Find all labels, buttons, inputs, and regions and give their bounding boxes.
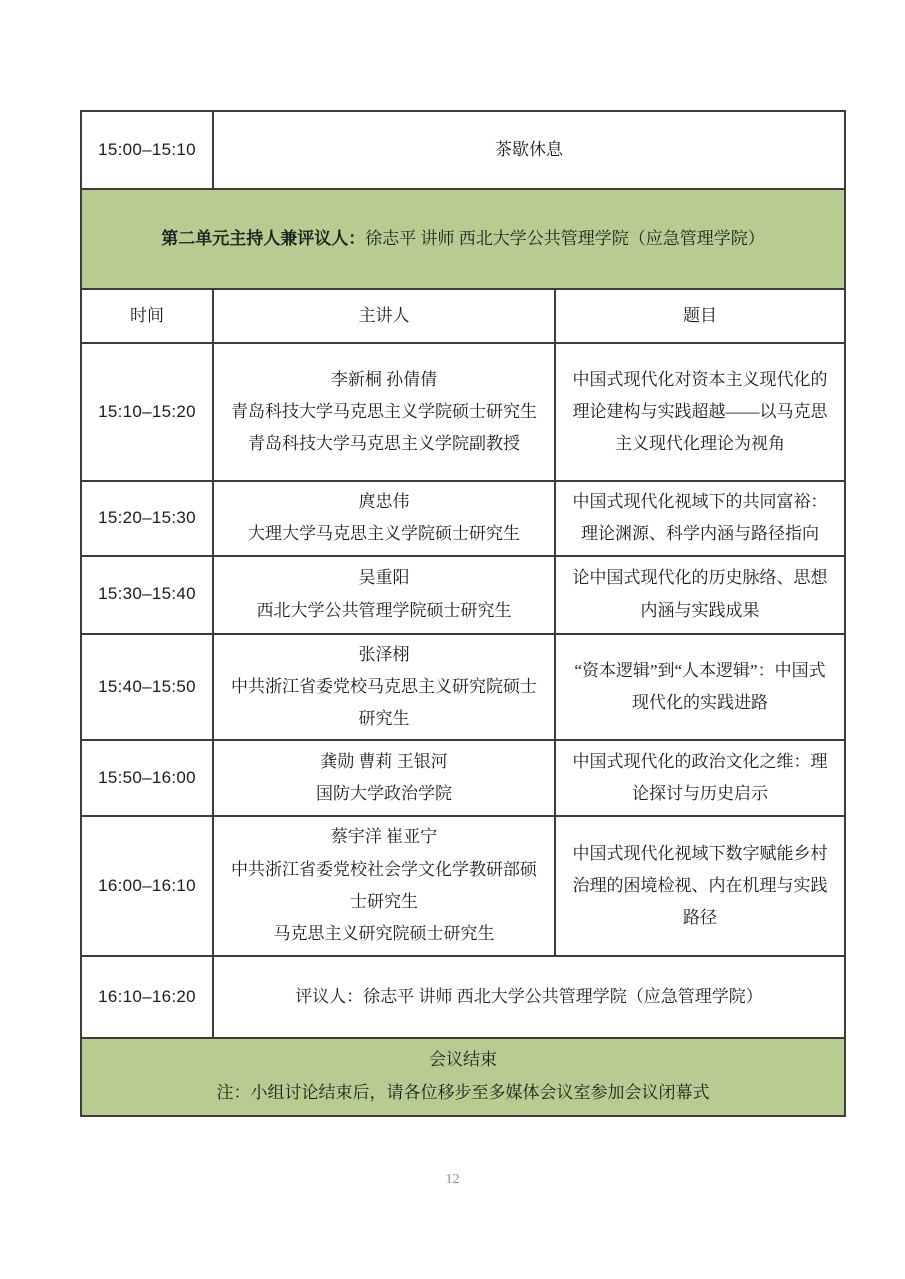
- table-row: [81, 343, 845, 481]
- table-header-row: [81, 289, 845, 343]
- row-time: 16:00–16:10: [81, 816, 213, 955]
- row-speaker-cell: [213, 634, 555, 741]
- row-time: 15:40–15:50: [81, 634, 213, 741]
- speaker-affiliation: 中共浙江省委党校社会学文化学教研部硕士研究生: [231, 859, 537, 912]
- speaker-affiliation: 中共浙江省委党校马克思主义研究院硕士研究生: [231, 676, 537, 729]
- speaker-name: 李新桐 孙倩倩: [330, 369, 438, 389]
- closing-title: 会议结束: [429, 1050, 497, 1070]
- row-topic: 中国式现代化视域下数字赋能乡村治理的困境检视、内在机理与实践路径: [555, 816, 845, 955]
- row-time: 15:20–15:30: [81, 481, 213, 556]
- row-topic: “资本逻辑”到“人本逻辑”：中国式现代化的实践进路: [555, 634, 845, 741]
- speaker-affiliation: 青岛科技大学马克思主义学院副教授: [248, 434, 520, 454]
- session-banner-title: 第二单元主持人兼评议人：: [161, 228, 366, 248]
- table-row: [81, 556, 845, 634]
- page-number: 12: [445, 1172, 460, 1187]
- speaker-name: 庹忠伟: [358, 492, 410, 511]
- speaker-name: 龚勋 曹莉 王银河: [320, 752, 448, 772]
- row-time: 15:10–15:20: [81, 343, 213, 481]
- speaker-affiliation: 青岛科技大学马克思主义学院硕士研究生: [231, 401, 537, 421]
- speaker-affiliation: 大理大学马克思主义学院硕士研究生: [248, 524, 520, 544]
- row-topic: 论中国式现代化的历史脉络、思想内涵与实践成果: [555, 556, 845, 634]
- row-speaker-cell: [213, 343, 555, 481]
- row-speaker-cell: [213, 481, 555, 556]
- column-header-time: 时间: [81, 289, 213, 343]
- table-row: [81, 740, 845, 816]
- table-row: [81, 816, 845, 955]
- tea-break-label: 茶歇休息: [213, 111, 845, 189]
- speaker-name: 张泽栩: [358, 644, 410, 664]
- reviewer-time: 16:10–16:20: [81, 956, 213, 1038]
- row-time: 15:30–15:40: [81, 556, 213, 634]
- row-speaker-cell: [213, 816, 555, 955]
- session-banner-host: 徐志平 讲师 西北大学公共管理学院（应急管理学院）: [365, 228, 765, 248]
- speaker-affiliation: 马克思主义研究院硕士研究生: [273, 924, 495, 944]
- speaker-name: 吴重阳: [358, 568, 410, 588]
- row-topic: 中国式现代化对资本主义现代化的理论建构与实践超越——以马克思主义现代化理论为视角: [555, 343, 845, 481]
- speaker-name: 蔡宇洋 崔亚宁: [330, 827, 438, 847]
- table-row-tea-break: [81, 111, 845, 189]
- table-row-reviewer: [81, 956, 845, 1038]
- table-row-closing: [81, 1038, 845, 1116]
- row-time: 15:50–16:00: [81, 740, 213, 816]
- table-row: [81, 481, 845, 556]
- conference-schedule-table: [80, 110, 846, 1117]
- row-topic: 中国式现代化的政治文化之维：理论探讨与历史启示: [555, 740, 845, 816]
- table-row-session-banner: [81, 189, 845, 289]
- speaker-affiliation: 西北大学公共管理学院硕士研究生: [256, 600, 512, 620]
- row-speaker-cell: [213, 740, 555, 816]
- reviewer-label: 评议人：徐志平 讲师 西北大学公共管理学院（应急管理学院）: [213, 956, 845, 1038]
- table-row: [81, 634, 845, 741]
- closing-banner: [81, 1038, 845, 1116]
- session-banner: [81, 189, 845, 289]
- column-header-speaker: 主讲人: [213, 289, 555, 343]
- tea-break-time: 15:00–15:10: [81, 111, 213, 189]
- column-header-topic: 题目: [555, 289, 845, 343]
- row-speaker-cell: [213, 556, 555, 634]
- row-topic: 中国式现代化视域下的共同富裕：理论渊源、科学内涵与路径指向: [555, 481, 845, 556]
- closing-note: 注：小组讨论结束后，请各位移步至多媒体会议室参加会议闭幕式: [216, 1082, 710, 1102]
- speaker-affiliation: 国防大学政治学院: [316, 784, 452, 804]
